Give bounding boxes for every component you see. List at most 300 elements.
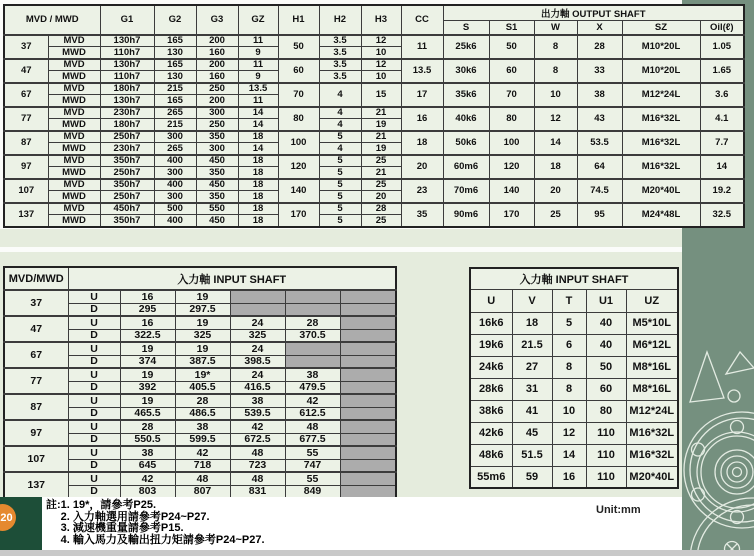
table-row bbox=[470, 378, 678, 400]
table-cell: 12 bbox=[552, 422, 586, 444]
table-cell: 12 bbox=[361, 59, 401, 71]
col-header-sz: SZ bbox=[622, 21, 700, 35]
table-cell: 11 bbox=[238, 35, 278, 47]
empty-cell bbox=[340, 394, 396, 407]
note-line: 4. 輸入馬力及輸出扭力矩請參考P24~P27. bbox=[60, 533, 265, 546]
table-cell: 51.5 bbox=[512, 444, 552, 466]
table-cell: 4.1 bbox=[700, 107, 744, 131]
table-cell: 160 bbox=[196, 71, 238, 83]
variant-label: D bbox=[68, 355, 120, 368]
table-cell: 80 bbox=[489, 107, 534, 131]
table-cell: 130 bbox=[154, 71, 196, 83]
input-shaft-key-table bbox=[469, 267, 679, 489]
table-cell: 38k6 bbox=[470, 400, 512, 422]
table-cell: 350 bbox=[196, 191, 238, 203]
table-cell: 19 bbox=[361, 143, 401, 155]
size-cell: 107 bbox=[4, 179, 48, 203]
table-cell: 28 bbox=[577, 35, 622, 59]
table-cell: 14 bbox=[238, 119, 278, 131]
col-header-u: U bbox=[470, 289, 512, 312]
bottom-divider bbox=[0, 550, 754, 556]
table-cell: 550 bbox=[196, 203, 238, 215]
table-cell: 1.05 bbox=[700, 35, 744, 59]
col-header-gz: GZ bbox=[238, 5, 278, 35]
table-cell: 165 bbox=[154, 95, 196, 107]
table-cell: 50 bbox=[586, 356, 626, 378]
variant-label: U bbox=[68, 446, 120, 459]
table-cell: 35 bbox=[401, 203, 443, 227]
table-cell: 110 bbox=[586, 466, 626, 488]
table-cell: 48k6 bbox=[470, 444, 512, 466]
size-cell: 47 bbox=[4, 316, 68, 342]
table-cell: 23 bbox=[401, 179, 443, 203]
table-cell: M20*40L bbox=[622, 179, 700, 203]
table-cell: 28 bbox=[361, 203, 401, 215]
input-shaft-title: 入力軸 INPUT SHAFT bbox=[470, 268, 678, 289]
table-cell: 50 bbox=[278, 35, 319, 59]
table-cell: M16*32L bbox=[626, 422, 678, 444]
table-row bbox=[470, 422, 678, 444]
table-cell: 53.5 bbox=[577, 131, 622, 155]
table-cell: 400 bbox=[154, 155, 196, 167]
col-header-h3: H3 bbox=[361, 5, 401, 35]
table-cell: 392 bbox=[120, 381, 175, 394]
unit-label: Unit:mm bbox=[596, 504, 641, 516]
table-cell: 539.5 bbox=[230, 407, 285, 420]
table-cell: 19 bbox=[175, 290, 230, 303]
table-cell: 250 bbox=[196, 83, 238, 95]
size-cell: 67 bbox=[4, 83, 48, 107]
size-cell: 37 bbox=[4, 290, 68, 316]
empty-cell bbox=[340, 381, 396, 394]
table-cell: 250h7 bbox=[100, 167, 154, 179]
table-cell: 387.5 bbox=[175, 355, 230, 368]
table-cell: 70 bbox=[278, 83, 319, 107]
empty-cell bbox=[340, 355, 396, 368]
table-cell: 450 bbox=[196, 179, 238, 191]
table-cell: 325 bbox=[175, 329, 230, 342]
col-header-s1: S1 bbox=[489, 21, 534, 35]
table-row bbox=[4, 446, 396, 459]
table-cell: 6 bbox=[552, 334, 586, 356]
col-header-cc: CC bbox=[401, 5, 443, 35]
empty-cell bbox=[340, 407, 396, 420]
table-row bbox=[4, 368, 396, 381]
variant-label: D bbox=[68, 459, 120, 472]
table-cell: 14 bbox=[238, 143, 278, 155]
table-cell: 48 bbox=[230, 472, 285, 485]
table-cell: 19 bbox=[175, 342, 230, 355]
variant-label: D bbox=[68, 485, 120, 498]
variant-label: MVD bbox=[48, 35, 100, 47]
table-cell: 100 bbox=[278, 131, 319, 155]
empty-cell bbox=[340, 316, 396, 329]
table-cell: 25 bbox=[361, 155, 401, 167]
col-header-h1: H1 bbox=[278, 5, 319, 35]
table-cell: 55m6 bbox=[470, 466, 512, 488]
table-cell: 165 bbox=[154, 35, 196, 47]
variant-label: U bbox=[68, 394, 120, 407]
table-cell: 400 bbox=[154, 179, 196, 191]
table-cell: 322.5 bbox=[120, 329, 175, 342]
group-header-output-shaft: 出力軸 OUTPUT SHAFT bbox=[443, 5, 744, 21]
table-cell: 215 bbox=[154, 83, 196, 95]
table-cell: 64 bbox=[577, 155, 622, 179]
empty-cell bbox=[285, 290, 340, 303]
table-cell: 60 bbox=[489, 59, 534, 83]
table-cell: 10 bbox=[361, 47, 401, 59]
variant-label: U bbox=[68, 368, 120, 381]
table-cell: 230h7 bbox=[100, 143, 154, 155]
table-cell: 40 bbox=[586, 334, 626, 356]
table-cell: 17 bbox=[401, 83, 443, 107]
size-cell: 107 bbox=[4, 446, 68, 472]
col-header-u1: U1 bbox=[586, 289, 626, 312]
table-cell: 19* bbox=[175, 368, 230, 381]
table-cell: 10 bbox=[534, 83, 577, 107]
table-cell: 18 bbox=[238, 191, 278, 203]
table-cell: 5 bbox=[319, 179, 361, 191]
table-cell: 11 bbox=[238, 59, 278, 71]
table-cell: 612.5 bbox=[285, 407, 340, 420]
table-row bbox=[4, 131, 744, 143]
size-cell: 137 bbox=[4, 472, 68, 498]
table-cell: 9 bbox=[238, 71, 278, 83]
table-cell: 3.5 bbox=[319, 71, 361, 83]
table-cell: 130h7 bbox=[100, 59, 154, 71]
table-cell: 18 bbox=[238, 203, 278, 215]
table-cell: 5 bbox=[319, 191, 361, 203]
col-header-g2: G2 bbox=[154, 5, 196, 35]
variant-label: MVD bbox=[48, 59, 100, 71]
empty-cell bbox=[340, 368, 396, 381]
table-cell: 250h7 bbox=[100, 131, 154, 143]
table-cell: 25k6 bbox=[443, 35, 489, 59]
table-cell: 24 bbox=[230, 342, 285, 355]
table-cell: 5 bbox=[319, 215, 361, 227]
size-cell: 137 bbox=[4, 203, 48, 227]
table-cell: 18 bbox=[534, 155, 577, 179]
table-row bbox=[470, 444, 678, 466]
table-cell: 5 bbox=[319, 167, 361, 179]
table-cell: 21.5 bbox=[512, 334, 552, 356]
table-cell: 38 bbox=[577, 83, 622, 107]
variant-label: MWD bbox=[48, 119, 100, 131]
table-cell: 160 bbox=[196, 47, 238, 59]
table-cell: 479.5 bbox=[285, 381, 340, 394]
table-cell: 165 bbox=[154, 59, 196, 71]
table-cell: 38 bbox=[120, 446, 175, 459]
table-cell: 3.6 bbox=[700, 83, 744, 107]
table-row bbox=[4, 155, 744, 167]
table-cell: 13.5 bbox=[238, 83, 278, 95]
table-cell: 24k6 bbox=[470, 356, 512, 378]
variant-label: D bbox=[68, 433, 120, 446]
table-cell: 18 bbox=[238, 167, 278, 179]
table-row bbox=[470, 356, 678, 378]
table-cell: 21 bbox=[361, 167, 401, 179]
lug-shape bbox=[726, 352, 754, 374]
variant-label: U bbox=[68, 420, 120, 433]
table-cell: 24 bbox=[230, 368, 285, 381]
table-cell: 25 bbox=[534, 203, 577, 227]
variant-label: U bbox=[68, 342, 120, 355]
table-cell: M12*24L bbox=[626, 400, 678, 422]
table-cell: 16k6 bbox=[470, 312, 512, 334]
col-header-mvd-mwd: MVD / MWD bbox=[4, 5, 100, 35]
table-cell: 295 bbox=[120, 303, 175, 316]
table-cell: 14 bbox=[552, 444, 586, 466]
table-cell: 14 bbox=[700, 155, 744, 179]
table-cell: 27 bbox=[512, 356, 552, 378]
table-cell: 170 bbox=[489, 203, 534, 227]
table-cell: 16 bbox=[552, 466, 586, 488]
table-cell: 110 bbox=[586, 422, 626, 444]
output-shaft-table bbox=[3, 4, 745, 228]
col-header-uz: UZ bbox=[626, 289, 678, 312]
variant-label: MWD bbox=[48, 47, 100, 59]
variant-label: MVD bbox=[48, 83, 100, 95]
table-cell: 300 bbox=[154, 131, 196, 143]
empty-cell bbox=[340, 420, 396, 433]
table-cell: 20 bbox=[534, 179, 577, 203]
empty-cell bbox=[285, 342, 340, 355]
table-cell: 42 bbox=[285, 394, 340, 407]
table-cell: 42 bbox=[230, 420, 285, 433]
table-cell: 10 bbox=[552, 400, 586, 422]
table-cell: 3.5 bbox=[319, 59, 361, 71]
variant-label: U bbox=[68, 290, 120, 303]
table-row bbox=[4, 179, 744, 191]
table-cell: 300 bbox=[196, 143, 238, 155]
table-cell: 28 bbox=[175, 394, 230, 407]
table-cell: 4 bbox=[319, 143, 361, 155]
table-cell: 8 bbox=[534, 35, 577, 59]
table-cell: 55 bbox=[285, 472, 340, 485]
col-header-v: V bbox=[512, 289, 552, 312]
table-cell: 500 bbox=[154, 203, 196, 215]
table-cell: 265 bbox=[154, 107, 196, 119]
variant-label: MVD bbox=[48, 107, 100, 119]
table-cell: 25 bbox=[361, 179, 401, 191]
table-cell: 50k6 bbox=[443, 131, 489, 155]
table-cell: 35k6 bbox=[443, 83, 489, 107]
table-row bbox=[4, 203, 744, 215]
table-cell: 450h7 bbox=[100, 203, 154, 215]
table-cell: 19 bbox=[120, 342, 175, 355]
empty-cell bbox=[230, 290, 285, 303]
input-shaft-span-header: 入力軸 INPUT SHAFT bbox=[68, 267, 396, 290]
table-cell: 90m6 bbox=[443, 203, 489, 227]
table-cell: 350h7 bbox=[100, 179, 154, 191]
table-row bbox=[470, 400, 678, 422]
table-cell: 200 bbox=[196, 59, 238, 71]
table-cell: 110 bbox=[586, 444, 626, 466]
variant-label: MWD bbox=[48, 95, 100, 107]
table-cell: 215 bbox=[154, 119, 196, 131]
variant-label: U bbox=[68, 472, 120, 485]
variant-label: MVD bbox=[48, 179, 100, 191]
table-cell: 4 bbox=[319, 107, 361, 119]
highlight-strip bbox=[0, 247, 682, 252]
table-row bbox=[470, 466, 678, 488]
table-cell: 32.5 bbox=[700, 203, 744, 227]
table-cell: 18 bbox=[238, 155, 278, 167]
corner-header: MVD/MWD bbox=[4, 267, 68, 290]
variant-label: MWD bbox=[48, 167, 100, 179]
table-cell: 120 bbox=[489, 155, 534, 179]
table-row bbox=[4, 316, 396, 329]
table-cell: M8*16L bbox=[626, 378, 678, 400]
table-cell: 42k6 bbox=[470, 422, 512, 444]
table-cell: 3.5 bbox=[319, 47, 361, 59]
table-cell: 43 bbox=[577, 107, 622, 131]
variant-label: D bbox=[68, 329, 120, 342]
table-row bbox=[4, 107, 744, 119]
variant-label: MVD bbox=[48, 155, 100, 167]
table-cell: 30k6 bbox=[443, 59, 489, 83]
table-cell: 19 bbox=[175, 316, 230, 329]
col-header-g1: G1 bbox=[100, 5, 154, 35]
table-cell: M16*32L bbox=[622, 131, 700, 155]
variant-label: MWD bbox=[48, 143, 100, 155]
table-cell: 672.5 bbox=[230, 433, 285, 446]
empty-cell bbox=[285, 303, 340, 316]
col-header-g3: G3 bbox=[196, 5, 238, 35]
table-cell: 200 bbox=[196, 35, 238, 47]
table-cell: 300 bbox=[154, 167, 196, 179]
table-cell: 16 bbox=[120, 316, 175, 329]
table-row bbox=[4, 83, 744, 95]
col-header-t: T bbox=[552, 289, 586, 312]
table-cell: 70 bbox=[489, 83, 534, 107]
table-cell: 9 bbox=[238, 47, 278, 59]
table-cell: 4 bbox=[319, 83, 361, 107]
table-cell: M12*24L bbox=[622, 83, 700, 107]
size-cell: 47 bbox=[4, 59, 48, 83]
empty-cell bbox=[340, 433, 396, 446]
table-cell: 50 bbox=[489, 35, 534, 59]
variant-label: MWD bbox=[48, 71, 100, 83]
variant-label: D bbox=[68, 303, 120, 316]
table-cell: 95 bbox=[577, 203, 622, 227]
lug-shape bbox=[690, 352, 724, 402]
size-cell: 97 bbox=[4, 420, 68, 446]
table-cell: 297.5 bbox=[175, 303, 230, 316]
col-header-w: W bbox=[534, 21, 577, 35]
table-cell: 8 bbox=[552, 378, 586, 400]
table-cell: M16*32L bbox=[626, 444, 678, 466]
variant-label: MVD bbox=[48, 131, 100, 143]
table-cell: 20 bbox=[361, 191, 401, 203]
table-cell: 25 bbox=[361, 215, 401, 227]
empty-cell bbox=[340, 459, 396, 472]
table-cell: 60 bbox=[586, 378, 626, 400]
table-cell: 11 bbox=[238, 95, 278, 107]
table-cell: 130h7 bbox=[100, 95, 154, 107]
table-cell: 18 bbox=[238, 131, 278, 143]
table-cell: 250h7 bbox=[100, 191, 154, 203]
empty-cell bbox=[340, 290, 396, 303]
table-cell: 486.5 bbox=[175, 407, 230, 420]
size-cell: 87 bbox=[4, 131, 48, 155]
size-cell: 97 bbox=[4, 155, 48, 179]
table-cell: M10*20L bbox=[622, 35, 700, 59]
table-cell: 230h7 bbox=[100, 107, 154, 119]
table-cell: 19 bbox=[120, 368, 175, 381]
table-cell: 21 bbox=[361, 107, 401, 119]
table-row bbox=[4, 35, 744, 47]
table-cell: 60m6 bbox=[443, 155, 489, 179]
table-cell: 41 bbox=[512, 400, 552, 422]
table-cell: 110h7 bbox=[100, 47, 154, 59]
table-cell: 18 bbox=[238, 179, 278, 191]
table-cell: 180h7 bbox=[100, 83, 154, 95]
table-cell: 350h7 bbox=[100, 155, 154, 167]
table-row bbox=[4, 342, 396, 355]
empty-cell bbox=[285, 355, 340, 368]
table-cell: M5*10L bbox=[626, 312, 678, 334]
table-cell: 465.5 bbox=[120, 407, 175, 420]
table-cell: 170 bbox=[278, 203, 319, 227]
table-cell: 100 bbox=[489, 131, 534, 155]
empty-cell bbox=[340, 329, 396, 342]
empty-cell bbox=[340, 342, 396, 355]
table-cell: 10 bbox=[361, 71, 401, 83]
variant-label: MVD bbox=[48, 203, 100, 215]
table-cell: 747 bbox=[285, 459, 340, 472]
size-cell: 67 bbox=[4, 342, 68, 368]
table-row bbox=[4, 290, 396, 303]
table-cell: 723 bbox=[230, 459, 285, 472]
table-cell: 38 bbox=[285, 368, 340, 381]
table-cell: 45 bbox=[512, 422, 552, 444]
table-cell: 18 bbox=[401, 131, 443, 155]
table-cell: 19.2 bbox=[700, 179, 744, 203]
table-cell: 20 bbox=[401, 155, 443, 179]
table-cell: 849 bbox=[285, 485, 340, 498]
empty-cell bbox=[340, 472, 396, 485]
table-cell: M10*20L bbox=[622, 59, 700, 83]
table-cell: 300 bbox=[196, 107, 238, 119]
table-cell: 130h7 bbox=[100, 35, 154, 47]
table-cell: 325 bbox=[230, 329, 285, 342]
table-cell: 803 bbox=[120, 485, 175, 498]
table-cell: 370.5 bbox=[285, 329, 340, 342]
table-cell: 74.5 bbox=[577, 179, 622, 203]
table-cell: 40k6 bbox=[443, 107, 489, 131]
table-cell: 250 bbox=[196, 119, 238, 131]
table-cell: 200 bbox=[196, 95, 238, 107]
table-row bbox=[4, 394, 396, 407]
table-cell: 180h7 bbox=[100, 119, 154, 131]
table-cell: 60 bbox=[278, 59, 319, 83]
col-header-s: S bbox=[443, 21, 489, 35]
variant-label: U bbox=[68, 316, 120, 329]
table-cell: 140 bbox=[278, 179, 319, 203]
table-cell: 5 bbox=[319, 203, 361, 215]
table-cell: 110h7 bbox=[100, 71, 154, 83]
table-cell: 40 bbox=[586, 312, 626, 334]
empty-cell bbox=[340, 303, 396, 316]
table-cell: 18 bbox=[238, 215, 278, 227]
table-cell: 48 bbox=[175, 472, 230, 485]
table-cell: 70m6 bbox=[443, 179, 489, 203]
table-cell: 14 bbox=[534, 131, 577, 155]
table-cell: 12 bbox=[361, 35, 401, 47]
table-cell: 19 bbox=[120, 394, 175, 407]
table-cell: 31 bbox=[512, 378, 552, 400]
